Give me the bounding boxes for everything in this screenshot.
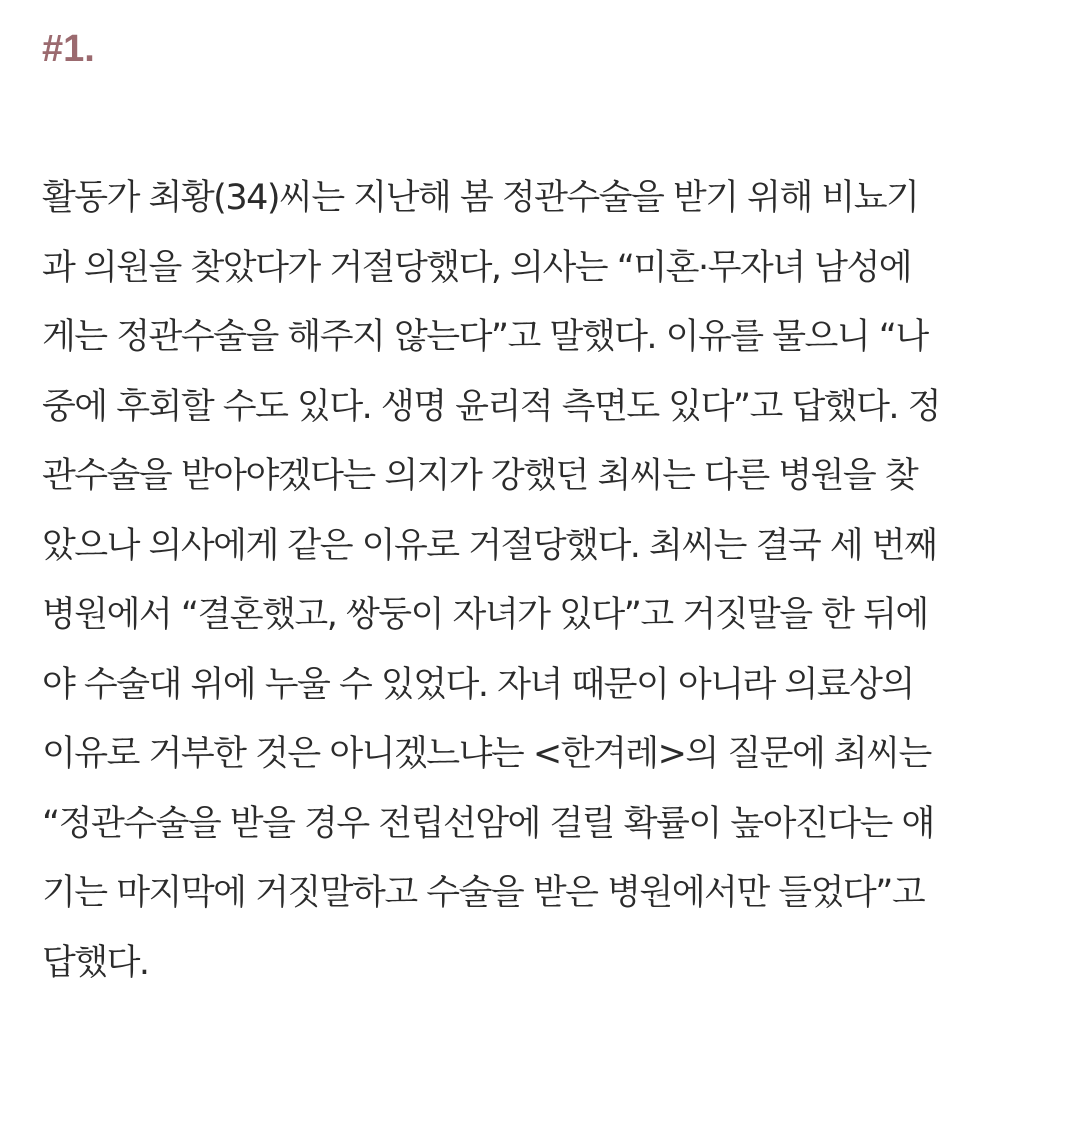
paragraph-line-4: 중에 후회할 수도 있다. 생명 윤리적 측면도 있다”고 답했다. 정 — [42, 386, 940, 427]
paragraph-line-3: 게는 정관수술을 해주지 않는다”고 말했다. 이유를 물으니 “나 — [42, 317, 928, 357]
paragraph-line-8: 야 수술대 위에 누울 수 있었다. 자녀 때문이 아니라 의료상의 — [42, 664, 914, 705]
paragraph-line-1: 활동가 최황(34)씨는 지난해 봄 정관수술을 받기 위해 비뇨기 — [42, 178, 919, 218]
article-paragraph — [42, 164, 1052, 998]
paragraph-line-9: 이유로 거부한 것은 아니겠느냐는 <한겨레>의 질문에 최씨는 — [42, 734, 931, 774]
paragraph-line-6: 았으나 의사에게 같은 이유로 거절당했다. 최씨는 결국 세 번째 — [42, 525, 937, 566]
paragraph-line-2: 과 의원을 찾았다가 거절당했다, 의사는 “미혼·무자녀 남성에 — [42, 247, 912, 288]
paragraph-line-12: 답했다. — [42, 942, 149, 983]
article — [42, 26, 1052, 998]
paragraph-line-11: 기는 마지막에 거짓말하고 수술을 받은 병원에서만 들었다”고 — [42, 873, 925, 913]
paragraph-line-5: 관수술을 받아야겠다는 의지가 강했던 최씨는 다른 병원을 찾 — [42, 456, 918, 496]
section-number-heading: #1. — [42, 28, 95, 70]
paragraph-line-7: 병원에서 “결혼했고, 쌍둥이 자녀가 있다”고 거짓말을 한 뒤에 — [42, 595, 928, 635]
paragraph-line-10: “정관수술을 받을 경우 전립선암에 걸릴 확률이 높아진다는 얘 — [42, 803, 934, 844]
